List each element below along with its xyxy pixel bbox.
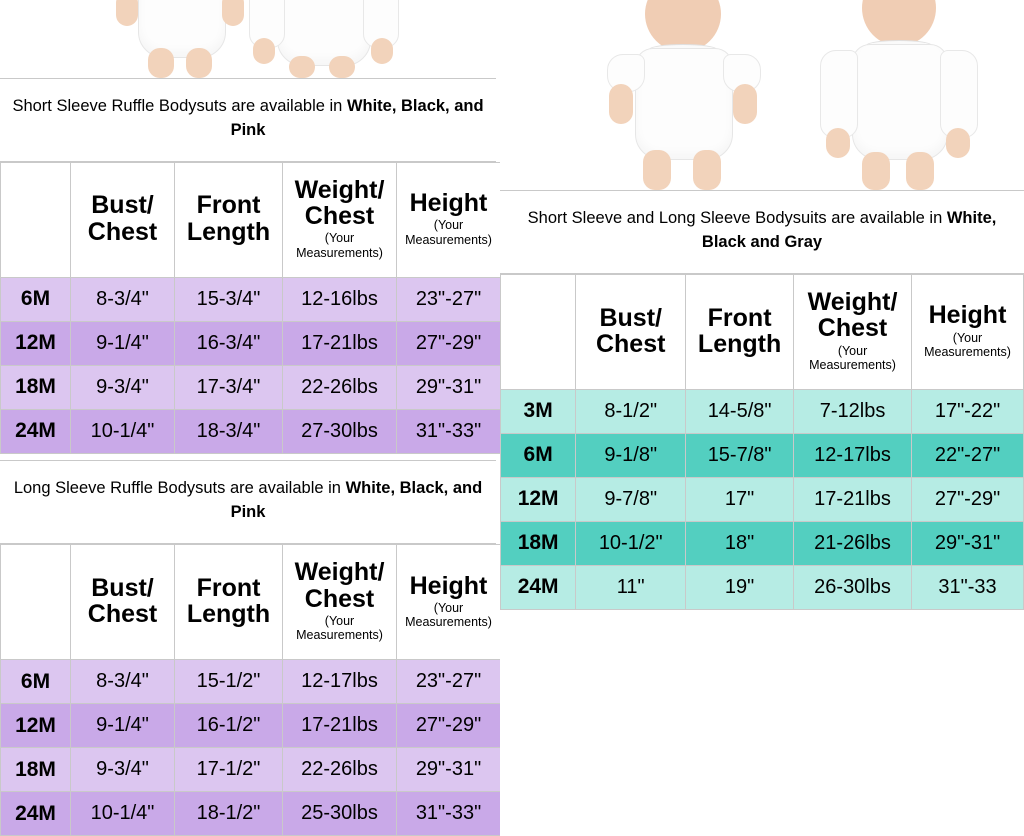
caption-colors: White, Black and Gray	[701, 209, 997, 251]
cell-age: 18M	[1, 365, 71, 409]
baby-long-sleeve-ruffle-photo	[225, 0, 415, 78]
cell-front-length: 17-1/2"	[175, 748, 283, 792]
header-height-sub: (Your Measurements)	[405, 218, 492, 247]
cell-bust-chest: 9-3/4"	[71, 748, 175, 792]
cell-front-length: 18-3/4"	[175, 409, 283, 453]
cell-bust-chest: 10-1/4"	[71, 792, 175, 836]
header-age	[1, 545, 71, 660]
cell-weight: 26-30lbs	[794, 565, 912, 609]
cell-height: 27"-29"	[912, 477, 1024, 521]
header-bust-chest-label: Bust/ Chest	[595, 303, 666, 358]
cell-bust-chest: 11"	[576, 565, 686, 609]
cell-weight: 25-30lbs	[283, 792, 397, 836]
left-panel	[0, 0, 500, 836]
cell-age: 18M	[1, 748, 71, 792]
table-row	[1, 277, 501, 321]
header-front-length-label: Front Length	[697, 303, 782, 358]
cell-age: 6M	[1, 660, 71, 704]
cell-weight: 27-30lbs	[283, 409, 397, 453]
cell-weight: 17-21lbs	[794, 477, 912, 521]
header-height-sub: (Your Measurements)	[405, 600, 492, 630]
header-bust-chest	[71, 545, 175, 660]
cell-bust-chest: 9-7/8"	[576, 477, 686, 521]
cell-weight: 12-17lbs	[794, 433, 912, 477]
caption-colors: White, Black, and Pink	[230, 479, 483, 522]
left-caption-long-sleeve	[0, 461, 496, 544]
cell-weight: 12-17lbs	[283, 660, 397, 704]
header-weight-chest	[283, 545, 397, 660]
table-row	[1, 660, 501, 704]
cell-height: 31"-33"	[397, 792, 501, 836]
cell-weight: 17-21lbs	[283, 704, 397, 748]
header-front-length	[175, 162, 283, 277]
cell-front-length: 15-7/8"	[686, 433, 794, 477]
header-bust-chest-label: Bust/ Chest	[87, 573, 158, 628]
cell-bust-chest: 9-1/8"	[576, 433, 686, 477]
table-row	[1, 365, 501, 409]
caption-text: Short Sleeve and Long Sleeve Bodysuits are available in	[527, 209, 947, 227]
cell-front-length: 14-5/8"	[686, 389, 794, 433]
cell-front-length: 16-1/2"	[175, 704, 283, 748]
header-age	[1, 162, 71, 277]
cell-weight: 12-16lbs	[283, 277, 397, 321]
header-weight-chest	[283, 162, 397, 277]
header-height-label: Height	[409, 571, 488, 600]
cell-bust-chest: 10-1/4"	[71, 409, 175, 453]
cell-weight: 22-26lbs	[283, 365, 397, 409]
long-sleeve-ruffle-size-table	[0, 544, 501, 836]
table-row	[501, 565, 1024, 609]
cell-age: 18M	[501, 521, 576, 565]
cell-age: 3M	[501, 389, 576, 433]
cell-age: 24M	[501, 565, 576, 609]
table-row	[501, 521, 1024, 565]
cell-height: 31"-33"	[397, 409, 501, 453]
caption-colors: White, Black, and Pink	[230, 96, 484, 139]
baby-short-sleeve-bodysuit-photo	[585, 0, 775, 190]
cell-height: 29"-31"	[397, 365, 501, 409]
cell-height: 29"-31"	[397, 748, 501, 792]
cell-height: 31"-33	[912, 565, 1024, 609]
header-height	[912, 274, 1024, 389]
header-height	[397, 545, 501, 660]
short-sleeve-ruffle-size-table	[0, 162, 501, 454]
right-bottom-fill	[500, 610, 1024, 836]
table-row	[1, 704, 501, 748]
cell-height: 23"-27"	[397, 660, 501, 704]
cell-front-length: 16-3/4"	[175, 321, 283, 365]
baby-long-sleeve-bodysuit-photo	[800, 0, 990, 190]
header-front-length-label: Front Length	[186, 573, 271, 628]
table-header-row	[1, 162, 501, 277]
header-bust-chest-label: Bust/ Chest	[87, 191, 158, 246]
section-divider	[0, 454, 496, 462]
cell-weight: 22-26lbs	[283, 748, 397, 792]
bodysuit-size-table	[500, 274, 1024, 610]
header-front-length-label: Front Length	[186, 191, 271, 246]
right-panel	[500, 0, 1024, 836]
header-weight-chest-label: Weight/ Chest	[294, 175, 385, 231]
header-weight-chest-label: Weight/ Chest	[294, 558, 385, 613]
cell-bust-chest: 9-3/4"	[71, 365, 175, 409]
cell-height: 27"-29"	[397, 704, 501, 748]
left-photo-band	[0, 0, 496, 79]
cell-height: 27"-29"	[397, 321, 501, 365]
cell-front-length: 15-1/2"	[175, 660, 283, 704]
cell-bust-chest: 9-1/4"	[71, 704, 175, 748]
header-height-label: Height	[928, 301, 1007, 330]
cell-bust-chest: 8-1/2"	[576, 389, 686, 433]
caption-text: Long Sleeve Ruffle Bodysuts are available in	[13, 479, 346, 498]
header-age	[501, 274, 576, 389]
right-caption-bodysuits	[500, 191, 1024, 274]
header-front-length	[686, 274, 794, 389]
cell-age: 6M	[501, 433, 576, 477]
cell-bust-chest: 8-3/4"	[71, 660, 175, 704]
header-weight-chest-sub: (Your Measurements)	[296, 231, 383, 260]
cell-front-length: 17"	[686, 477, 794, 521]
table-row	[1, 409, 501, 453]
cell-front-length: 18-1/2"	[175, 792, 283, 836]
cell-age: 24M	[1, 409, 71, 453]
cell-bust-chest: 9-1/4"	[71, 321, 175, 365]
cell-age: 24M	[1, 792, 71, 836]
cell-age: 12M	[1, 704, 71, 748]
right-photo-band	[500, 0, 1024, 191]
table-row	[501, 433, 1024, 477]
cell-front-length: 15-3/4"	[175, 277, 283, 321]
table-header-row	[501, 274, 1024, 389]
cell-front-length: 19"	[686, 565, 794, 609]
header-bust-chest	[71, 162, 175, 277]
header-height-sub: (Your Measurements)	[924, 330, 1011, 359]
caption-text: Short Sleeve Ruffle Bodysuts are available in	[12, 96, 347, 115]
cell-weight: 17-21lbs	[283, 321, 397, 365]
cell-height: 17"-22"	[912, 389, 1024, 433]
table-row	[1, 748, 501, 792]
cell-age: 6M	[1, 277, 71, 321]
cell-bust-chest: 10-1/2"	[576, 521, 686, 565]
cell-front-length: 18"	[686, 521, 794, 565]
header-weight-chest-sub: (Your Measurements)	[809, 343, 896, 373]
cell-height: 22"-27"	[912, 433, 1024, 477]
table-row	[1, 792, 501, 836]
header-weight-chest-label: Weight/ Chest	[807, 288, 898, 343]
cell-height: 23"-27"	[397, 277, 501, 321]
header-bust-chest	[576, 274, 686, 389]
table-header-row	[1, 545, 501, 660]
cell-height: 29"-31"	[912, 521, 1024, 565]
table-row	[501, 477, 1024, 521]
header-weight-chest-sub: (Your Measurements)	[296, 613, 383, 643]
cell-age: 12M	[501, 477, 576, 521]
cell-weight: 7-12lbs	[794, 389, 912, 433]
header-front-length	[175, 545, 283, 660]
cell-age: 12M	[1, 321, 71, 365]
table-row	[1, 321, 501, 365]
header-weight-chest	[794, 274, 912, 389]
left-caption-short-sleeve	[0, 79, 496, 162]
cell-bust-chest: 8-3/4"	[71, 277, 175, 321]
table-row	[501, 389, 1024, 433]
cell-weight: 21-26lbs	[794, 521, 912, 565]
header-height-label: Height	[409, 189, 488, 218]
cell-front-length: 17-3/4"	[175, 365, 283, 409]
header-height	[397, 162, 501, 277]
